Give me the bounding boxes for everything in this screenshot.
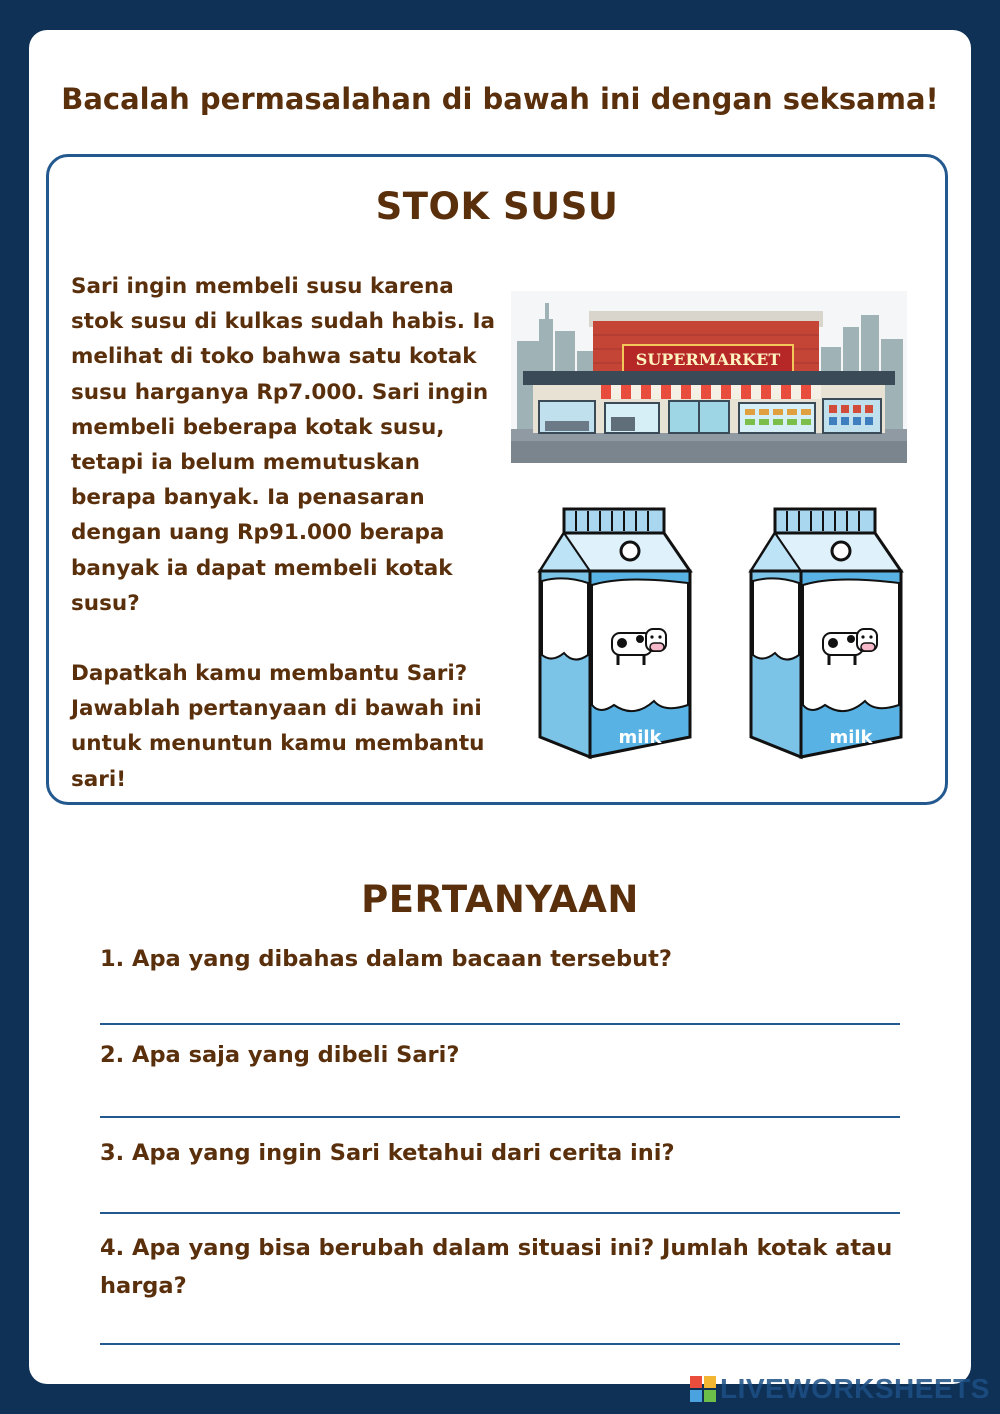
story-paragraph-1: Sari ingin membeli susu karena stok susu di kulkas sudah habis. Ia melihat di toko bahwa satu kotak susu harganya Rp7.000. Sari ingin membeli beberapa kotak susu, tetapi ia belum memutuskan berapa banyak. Ia penasaran dengan uang Rp91.000 berapa banyak ia dapat membeli kotak susu? bbox=[71, 274, 495, 616]
story-paragraph-2: Dapatkah kamu membantu Sari? Jawablah pertanyaan di bawah ini untuk menuntun kamu membantu sari! bbox=[71, 661, 485, 792]
story-title: STOK SUSU bbox=[375, 185, 619, 228]
question-1: 1. Apa yang dibahas dalam bacaan tersebut? bbox=[100, 946, 672, 972]
answer-line-1[interactable] bbox=[100, 1023, 900, 1025]
store-sign-text: SUPERMARKET bbox=[635, 350, 781, 369]
question-2: 2. Apa saja yang dibeli Sari? bbox=[100, 1042, 460, 1068]
milk-carton-icon bbox=[534, 505, 694, 763]
carton-label: milk bbox=[829, 727, 873, 748]
story-box bbox=[46, 154, 948, 805]
supermarket-illustration bbox=[511, 291, 907, 463]
brand-text: LIVEWORKSHEETS bbox=[720, 1373, 990, 1404]
answer-line-2[interactable] bbox=[100, 1116, 900, 1118]
questions-title: PERTANYAAN bbox=[361, 878, 639, 921]
liveworksheets-logo-icon bbox=[690, 1376, 716, 1402]
liveworksheets-brand bbox=[690, 1372, 990, 1406]
worksheet-page bbox=[29, 30, 971, 1384]
story-text bbox=[71, 269, 501, 797]
milk-carton-icon bbox=[745, 505, 905, 763]
question-3: 3. Apa yang ingin Sari ketahui dari cerita ini? bbox=[100, 1140, 675, 1166]
carton-label: milk bbox=[618, 727, 662, 748]
question-4: 4. Apa yang bisa berubah dalam situasi ini? Jumlah kotak atau harga? bbox=[100, 1235, 893, 1299]
instruction-heading: Bacalah permasalahan di bawah ini dengan seksama! bbox=[61, 82, 939, 116]
answer-line-4[interactable] bbox=[100, 1343, 900, 1345]
answer-line-3[interactable] bbox=[100, 1212, 900, 1214]
